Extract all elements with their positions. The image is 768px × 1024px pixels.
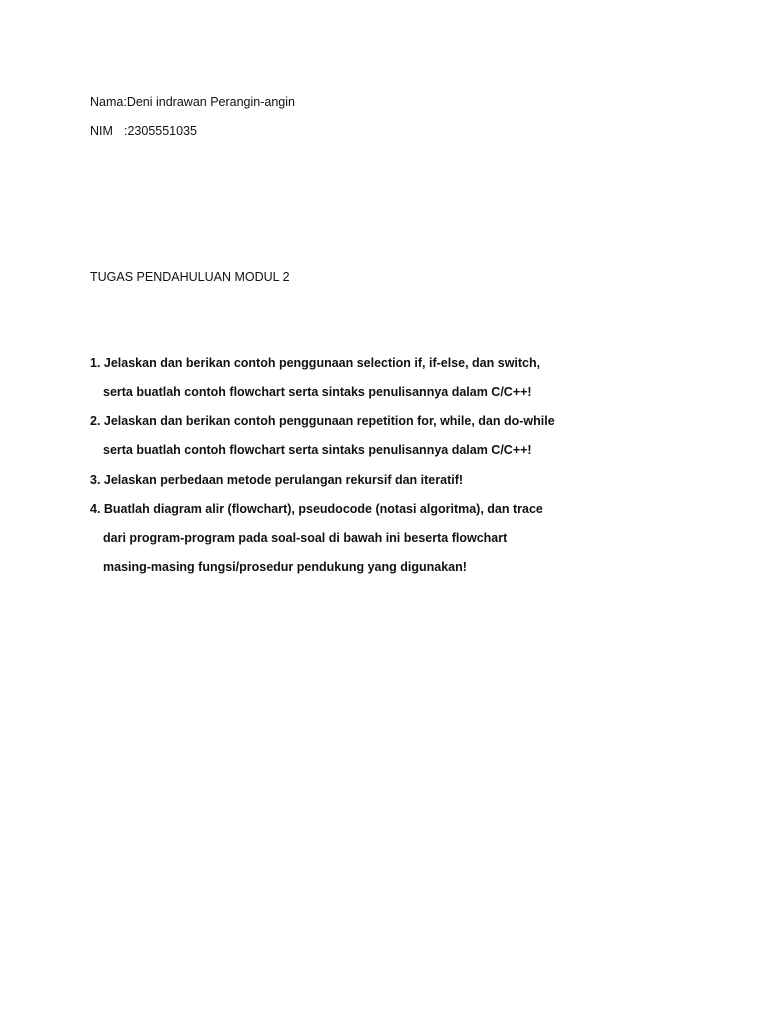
student-id: [90, 123, 197, 139]
question-3-line-1: 3. Jelaskan perbedaan metode perulangan rekursif dan iteratif!: [90, 473, 464, 487]
question-2-line-1: 2. Jelaskan dan berikan contoh penggunaan repetition for, while, dan do-while: [90, 414, 555, 428]
question-1-line-1: 1. Jelaskan dan berikan contoh penggunaan selection if, if-else, dan switch,: [90, 356, 541, 370]
student-id-value: :2305551035: [124, 124, 197, 138]
question-4-line-3: masing-masing fungsi/prosedur pendukung yang digunakan!: [103, 560, 467, 574]
question-4-line-2: dari program-program pada soal-soal di bawah ini beserta flowchart: [103, 531, 508, 545]
assignment-title: TUGAS PENDAHULUAN MODUL 2: [90, 270, 290, 284]
question-1-line-2: serta buatlah contoh flowchart serta sintaks penulisannya dalam C/C++!: [103, 385, 532, 399]
question-4-line-1: 4. Buatlah diagram alir (flowchart), pseudocode (notasi algoritma), dan trace: [90, 502, 543, 516]
student-name: Nama:Deni indrawan Perangin-angin: [90, 95, 295, 109]
student-id-label: NIM: [90, 124, 113, 138]
question-2-line-2: serta buatlah contoh flowchart serta sintaks penulisannya dalam C/C++!: [103, 443, 532, 457]
